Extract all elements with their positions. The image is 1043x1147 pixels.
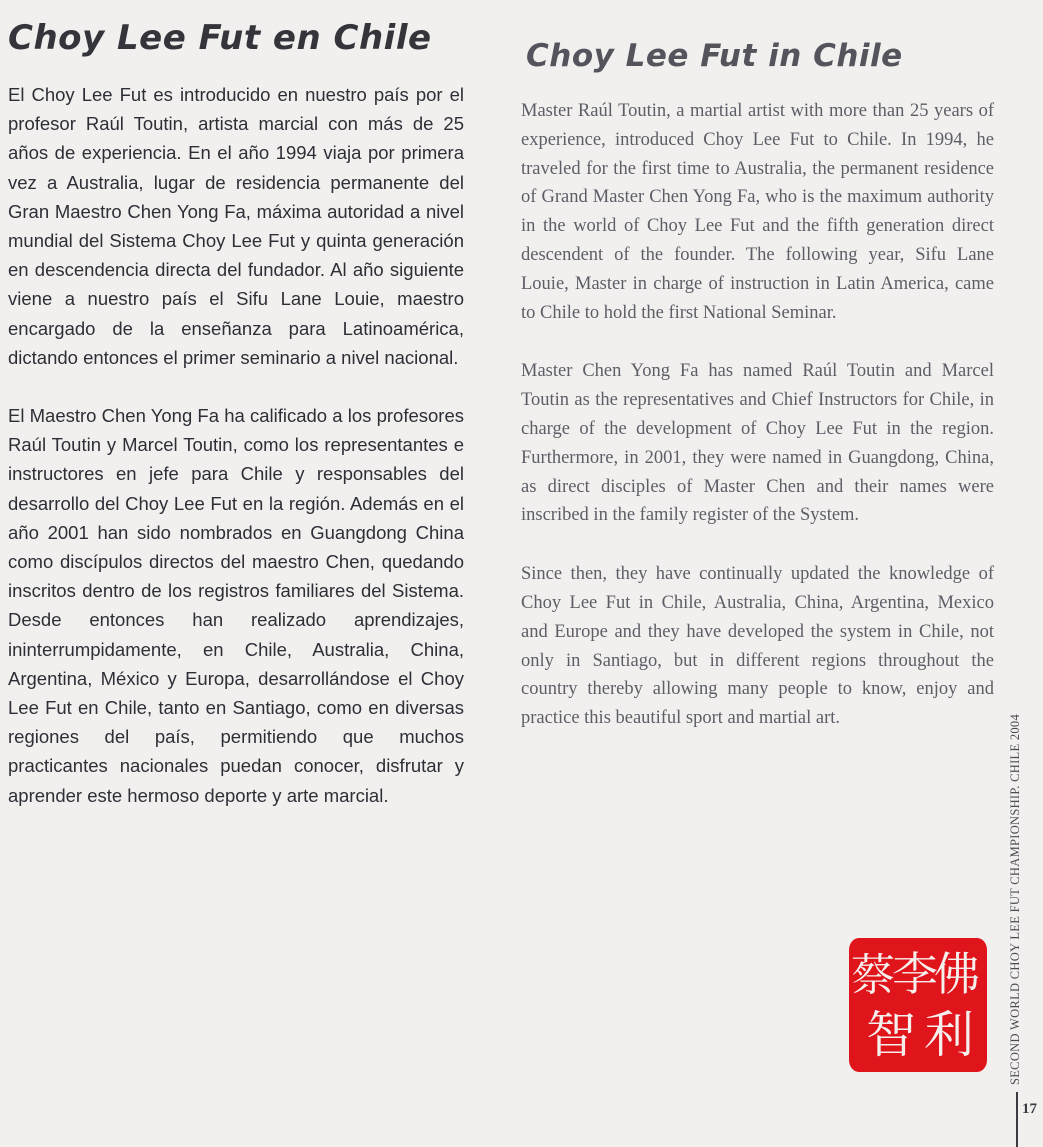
seal-char: 利 <box>924 1006 974 1064</box>
english-title: Choy Lee Fut in Chile <box>526 38 903 74</box>
spanish-column <box>8 80 464 839</box>
seal-char: 蔡 <box>851 950 895 1001</box>
english-paragraph: Master Raúl Toutin, a martial artist with more than 25 years of experience, introduced Choy Lee Fut to Chile. In 1994, he traveled for the first time to Australia, the permanent residence of Grand Master Chen Yong Fa, who is the maximum authority in the world of Choy Lee Fut and the fifth generation direct descendent of the founder. The following year, Sifu Lane Louie, Master in charge of instruction in Latin America, came to Chile to hold the first National Seminar. <box>521 101 994 323</box>
vertical-running-title: SECOND WORLD CHOY LEE FUT CHAMPIONSHIP. CHILE 2004 <box>1008 713 1022 1085</box>
seal-char: 智 <box>866 1006 916 1064</box>
page-number: 17 <box>1022 1101 1037 1117</box>
english-column <box>521 97 994 763</box>
seal-char: 佛 <box>934 947 980 1001</box>
red-seal-stamp <box>845 932 991 1078</box>
seal-char: 李 <box>892 947 938 1001</box>
spanish-paragraph: El Choy Lee Fut es introducido en nuestro país por el profesor Raúl Toutin, artista marcial con más de 25 años de experiencia. En el año 1994 viaja por primera vez a Australia, lugar de residencia permanente del Gran Maestro Chen Yong Fa, máxima autoridad a nivel mundial del Sistema Choy Lee Fut y quinta generación en descendencia directa del fundador. Al año siguiente viene a nuestro país el Sifu Lane Louie, maestro encargado de la enseñanza para Latinoamérica, dictando entonces el primer seminario a nivel nacional. <box>8 84 464 368</box>
english-paragraph: Master Chen Yong Fa has named Raúl Toutin and Marcel Toutin as the representatives and Chief Instructors for Chile, in charge of the development of Choy Lee Fut in the region. Furthermore, in 2001, they were named in Guangdong, China, as direct disciples of Master Chen and their names were inscribed in the family register of the System. <box>521 361 994 526</box>
english-paragraph: Since then, they have continually updated the knowledge of Choy Lee Fut in Chile, Australia, China, Argentina, Mexico and Europe and they have developed the system in Chile, not only in Santiago, but in different regions throughout the country thereby allowing many people to know, enjoy and practice this beautiful sport and martial art. <box>521 564 994 729</box>
page-number-rule <box>1016 1092 1018 1147</box>
spanish-paragraph: El Maestro Chen Yong Fa ha calificado a los profesores Raúl Toutin y Marcel Toutin, como los representantes e instructores en jefe para Chile y responsables del desarrollo del Choy Lee Fut en la región. Además en el año 2001 han sido nombrados en Guangdong China como discípulos directos del maestro Chen, quedando inscritos dentro de los registros familiares del Sistema. Desde entonces han realizado aprendizajes, ininterrumpidamente, en Chile, Australia, China, Argentina, México y Europa, desarrollándose el Choy Lee Fut en Chile, tanto en Santiago, como en diversas regiones del país, permitiendo que muchos practicantes nacionales puedan conocer, disfrutar y aprender este hermoso deporte y arte marcial. <box>8 405 464 806</box>
spanish-title: Choy Lee Fut en Chile <box>8 18 432 58</box>
